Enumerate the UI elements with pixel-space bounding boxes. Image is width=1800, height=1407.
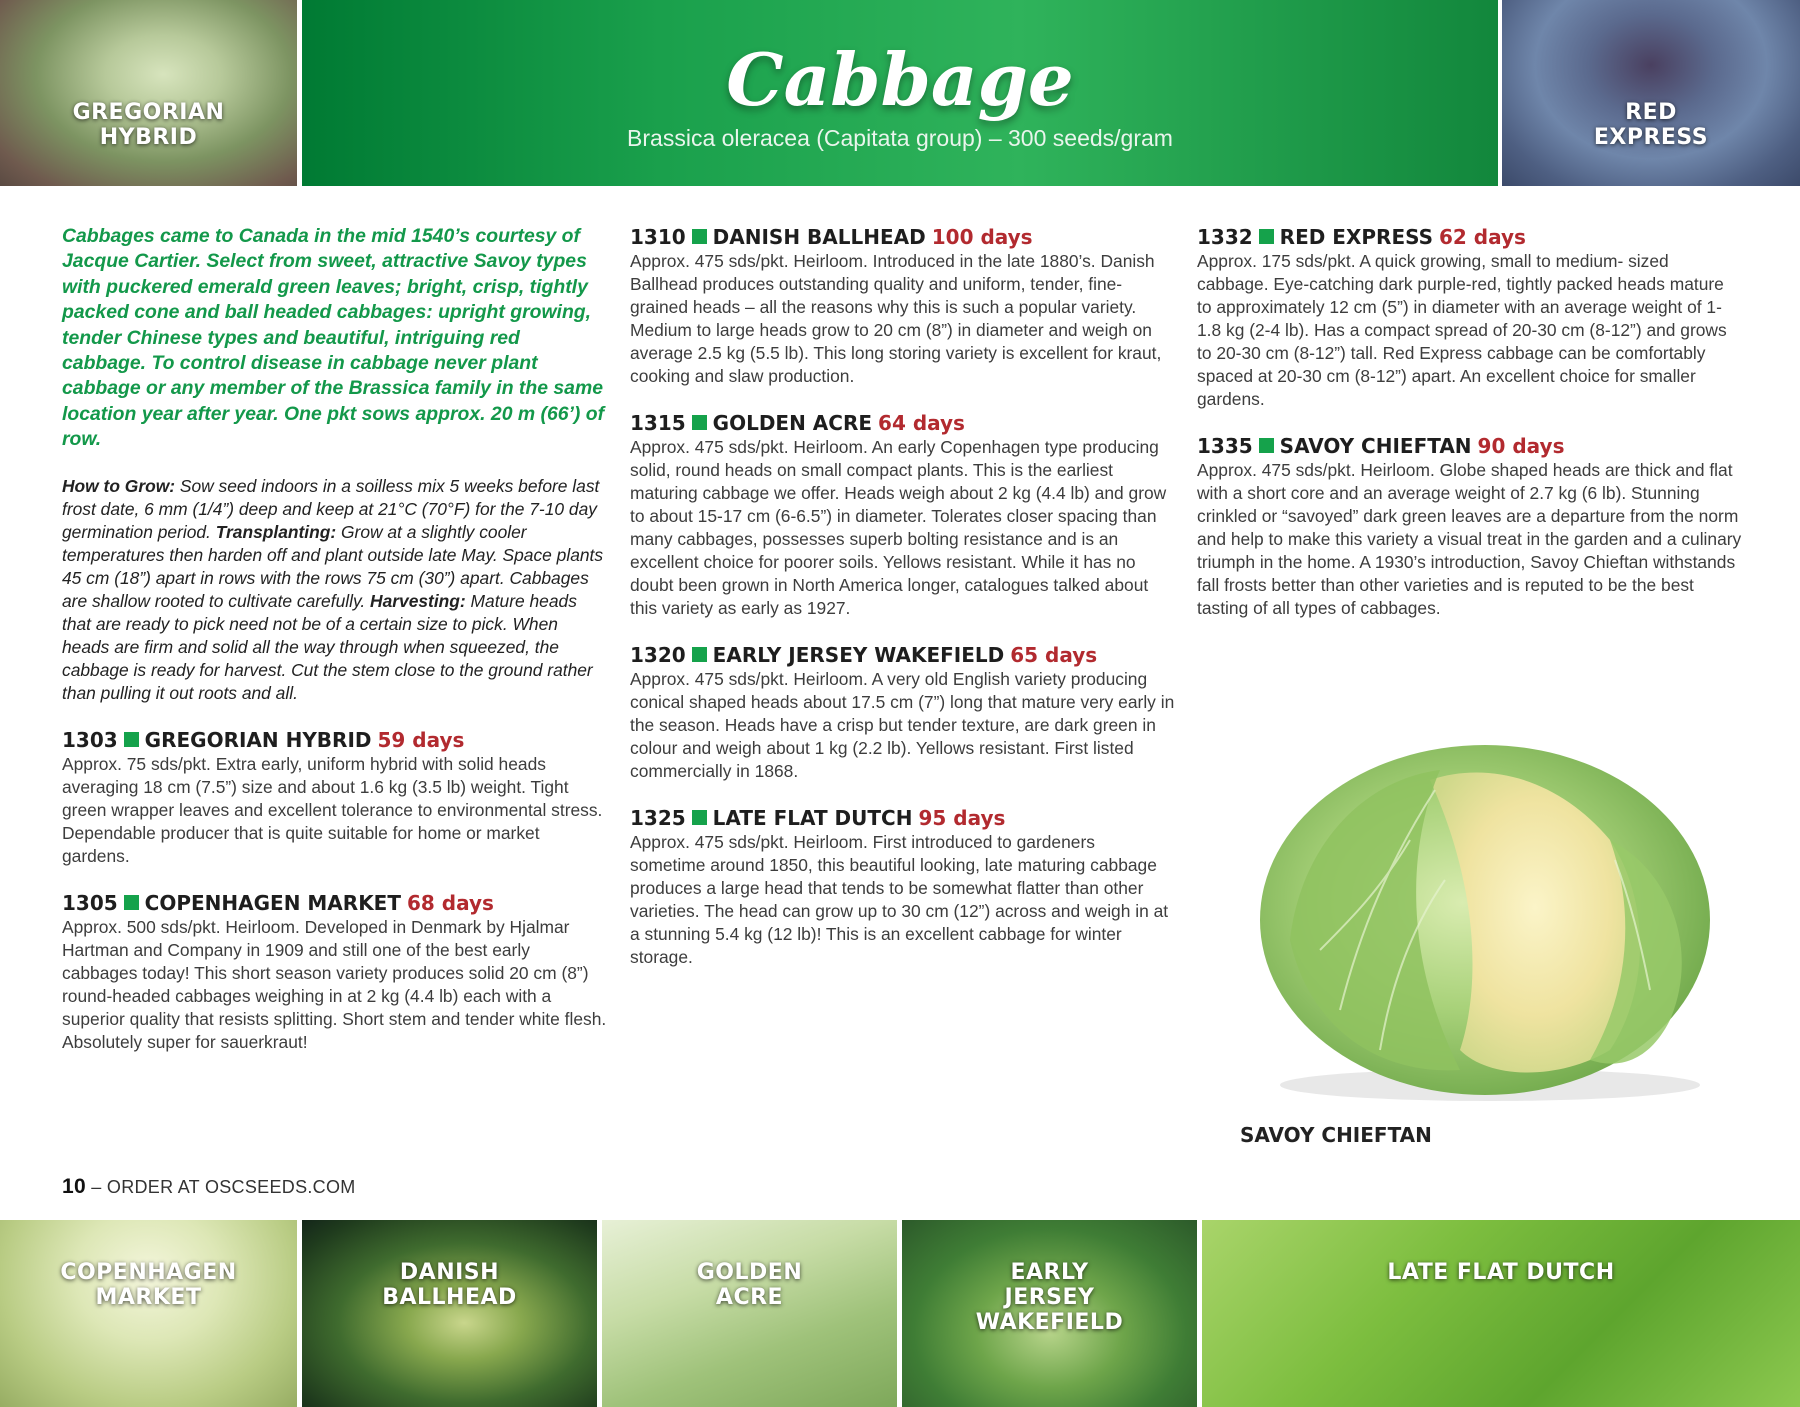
photo-label: EARLY JERSEY WAKEFIELD <box>975 1260 1124 1335</box>
photo-label: LATE FLAT DUTCH <box>1387 1260 1615 1285</box>
variety-entry <box>630 642 1175 783</box>
variety-code: 1335 <box>1197 434 1253 458</box>
green-square-icon <box>124 895 139 910</box>
variety-code: 1332 <box>1197 225 1253 249</box>
days-to-maturity: 59 days <box>377 727 465 752</box>
variety-name: DANISH BALLHEAD <box>712 225 926 249</box>
variety-description: Approx. 500 sds/pkt. Heirloom. Developed in Denmark by Hjalmar Hartman and Company in 1909 and still one of the best early cabbages today! This short season variety produces solid 20 cm (8”) round-headed cabbages weighing in at 2 kg (4.4 lb) each with a superior quality that resists splitting. Short stem and tender white flesh. Absolutely super for sauerkraut! <box>62 916 607 1052</box>
variety-entry <box>630 224 1175 388</box>
green-square-icon <box>1259 438 1274 453</box>
photo-label: GOLDEN ACRE <box>696 1260 803 1310</box>
photo-label: GREGORIAN HYBRID <box>72 100 225 150</box>
danish-ballhead-photo <box>302 1220 597 1407</box>
variety-name: RED EXPRESS <box>1279 225 1434 249</box>
photo-label: COPENHAGEN MARKET <box>60 1260 237 1310</box>
variety-entry <box>62 890 607 1054</box>
golden-acre-photo <box>602 1220 897 1407</box>
variety-code: 1325 <box>630 806 686 830</box>
harvesting-text: Mature heads that are ready to pick need not be of a certain size to pick. When heads are firm and solid all the way through when squeezed, the cabbage is ready for harvest. Cut the stem close to the ground rather than pulling it out roots and all. <box>62 590 593 703</box>
green-square-icon <box>692 415 707 430</box>
variety-description: Approx. 175 sds/pkt. A quick growing, small to medium- sized cabbage. Eye-catching dark purple-red, tightly packed heads mature to approximately 12 cm (5”) in diameter with an average weight of 1-1.8 kg (2-4 lb). Has a compact spread of 20-30 cm (8-12”) and grows to 20-30 cm (8-12”) tall. Red Express cabbage can be comfortably spaced at 20-30 cm (8-12”) apart. An excellent choice for smaller gardens. <box>1197 251 1727 409</box>
red-express-photo <box>1502 0 1800 186</box>
days-to-maturity: 68 days <box>407 890 494 915</box>
days-to-maturity: 90 days <box>1477 434 1565 458</box>
column-3 <box>1197 224 1742 642</box>
column-1 <box>62 224 607 1076</box>
variety-heading <box>630 642 1175 668</box>
variety-description: Approx. 475 sds/pkt. Heirloom. A very old English variety producing conical shaped heads about 17.5 cm (7”) long that mature very early in the season. Heads have a crisp but tender texture, are dark green in colour and weigh about 1 kg (2.2 lb). Yellows resistant. First listed commercially in 1868. <box>630 669 1175 781</box>
how-to-grow-label: How to Grow: <box>62 475 176 496</box>
variety-entry <box>62 727 607 868</box>
variety-name: LATE FLAT DUTCH <box>712 806 913 830</box>
variety-heading <box>62 727 607 753</box>
how-to-grow-text: Sow seed indoors in a soilless mix 5 weeks before last frost date, 6 mm (1/4”) deep and keep at 21°C (70°F) for the 7-10 day germination period. <box>62 475 600 542</box>
page-subtitle: Brassica oleracea (Capitata group) – 300 seeds/gram <box>627 125 1173 151</box>
harvesting-label: Harvesting: <box>370 590 466 611</box>
variety-entry <box>630 805 1175 969</box>
transplanting-label: Transplanting: <box>215 521 337 542</box>
variety-description: Approx. 475 sds/pkt. Heirloom. First introduced to gardeners sometime around 1850, this beautiful looking, late maturing cabbage produces a large head that tends to be somewhat flatter than other varieties. The head can grow up to 30 cm (12”) across and weigh in at a stunning 5.4 kg (12 lb)! This is an excellent cabbage for winter storage. <box>630 832 1169 967</box>
green-square-icon <box>692 647 707 662</box>
variety-heading <box>62 890 607 916</box>
variety-description: Approx. 475 sds/pkt. Heirloom. Globe shaped heads are thick and flat with a short core and an average weight of 2.7 kg (6 lb). Stunning crinkled or “savoyed” dark green leaves are a departure from the norm and help to make this variety a visual treat in the garden and a culinary triumph in the home. A 1930’s introduction, Savoy Chieftan withstands fall frosts better than other varieties and is reputed to be the best tasting of all types of cabbages. <box>1197 460 1742 618</box>
variety-code: 1305 <box>62 890 118 915</box>
variety-name: SAVOY CHIEFTAN <box>1279 434 1472 458</box>
late-flat-dutch-photo <box>1202 1220 1800 1407</box>
variety-name: COPENHAGEN MARKET <box>144 890 401 915</box>
footer-order-text: ORDER AT OSCSEEDS.COM <box>106 1177 356 1197</box>
page-title: Cabbage <box>726 37 1074 122</box>
title-banner <box>302 0 1498 186</box>
variety-heading <box>1197 224 1742 250</box>
transplanting-text: Grow at a slightly cooler temperatures then harden off and plant outside late May. Space plants 45 cm (18”) apart in rows with the rows 75 cm (30”) apart. Cabbages are shallow rooted to cultivate carefully. <box>62 521 604 611</box>
page-footer <box>62 1175 356 1199</box>
variety-entry <box>1197 433 1742 620</box>
variety-description: Approx. 475 sds/pkt. Heirloom. An early Copenhagen type producing solid, round heads on small compact plants. This is the earliest maturing cabbage we offer. Heads weigh about 2 kg (4.4 lb) and grow to about 15-17 cm (6-6.5”) in diameter. Tolerates closer spacing than many cabbages, possesses superb bolting resistance and is an excellent choice for poorer soils. Yellows resistant. While it has no doubt been grown in North America longer, catalogues talked about this variety as early as 1927. <box>630 437 1167 618</box>
photo-label: DANISH BALLHEAD <box>382 1260 517 1310</box>
green-square-icon <box>124 732 139 747</box>
variety-code: 1320 <box>630 643 686 667</box>
variety-heading <box>1197 433 1742 459</box>
variety-description: Approx. 475 sds/pkt. Heirloom. Introduced in the late 1880’s. Danish Ballhead produces outstanding quality and uniform, tender, fine-grained heads – all the reasons why this is such a popular variety. Medium to large heads grow to 20 cm (8”) in diameter and weigh on average 2.5 kg (5.5 lb). This long storing variety is excellent for kraut, cooking and slaw production. <box>630 251 1162 386</box>
days-to-maturity: 65 days <box>1010 643 1098 667</box>
intro-text: Cabbages came to Canada in the mid 1540’s courtesy of Jacque Cartier. Select from sweet, attractive Savoy types with puckered emerald green leaves; bright, crisp, tightly packed cone and ball headed cabbages: upright growing, tender Chinese types and beautiful, intriguing red cabbage. To control disease in cabbage never plant cabbage or any member of the Brassica family in the same location year after year. One pkt sows approx. 20 m (66’) of row. <box>62 225 605 451</box>
green-square-icon <box>1259 229 1274 244</box>
variety-heading <box>630 224 1175 250</box>
variety-name: GOLDEN ACRE <box>712 411 873 435</box>
green-square-icon <box>692 229 707 244</box>
variety-entry <box>630 410 1175 620</box>
savoy-chieftan-photo <box>1230 690 1740 1110</box>
gregorian-hybrid-photo <box>0 0 297 186</box>
variety-description: Approx. 75 sds/pkt. Extra early, uniform hybrid with solid heads averaging 18 cm (7.5”) size and about 1.6 kg (3.5 lb) weight. Tight green wrapper leaves and excellent tolerance to environmental stress. Dependable producer that is quite suitable for home or market gardens. <box>62 753 603 866</box>
footer-dash: – <box>85 1177 107 1197</box>
photo-label: RED EXPRESS <box>1593 100 1709 150</box>
variety-heading <box>630 805 1175 831</box>
how-to-grow <box>62 475 607 705</box>
variety-code: 1303 <box>62 727 118 752</box>
days-to-maturity: 64 days <box>878 411 965 435</box>
variety-heading <box>630 410 1175 436</box>
page-number: 10 <box>62 1175 86 1198</box>
variety-name: EARLY JERSEY WAKEFIELD <box>712 643 1005 667</box>
copenhagen-market-photo <box>0 1220 297 1407</box>
days-to-maturity: 100 days <box>931 225 1033 249</box>
variety-name: GREGORIAN HYBRID <box>144 727 372 752</box>
variety-code: 1315 <box>630 411 686 435</box>
savoy-caption: SAVOY CHIEFTAN <box>1240 1123 1432 1147</box>
variety-code: 1310 <box>630 225 686 249</box>
days-to-maturity: 62 days <box>1439 225 1526 249</box>
variety-entry <box>1197 224 1742 411</box>
days-to-maturity: 95 days <box>918 806 1006 830</box>
early-jersey-wakefield-photo <box>902 1220 1197 1407</box>
column-2 <box>630 224 1175 991</box>
green-square-icon <box>692 810 707 825</box>
